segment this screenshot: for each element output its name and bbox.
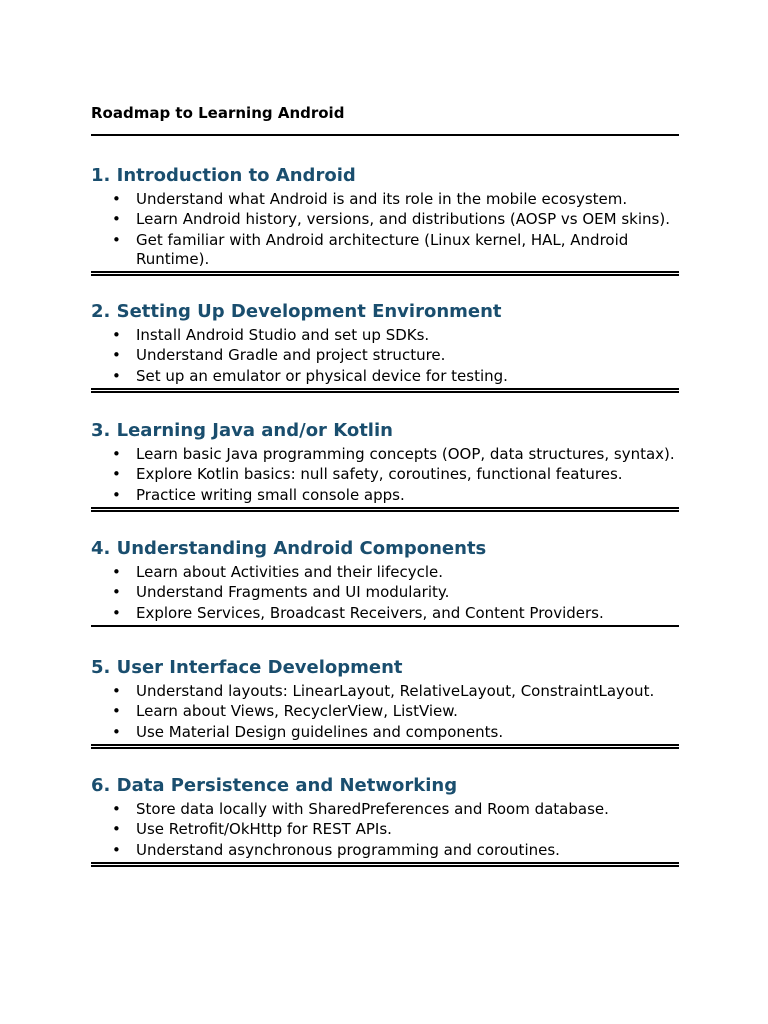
list-item [91, 800, 683, 819]
section-divider [91, 625, 679, 627]
bullet-list [91, 563, 679, 623]
list-item-text: Practice writing small console apps. [136, 485, 405, 504]
title-divider [91, 134, 679, 136]
list-item-text: Use Material Design guidelines and components. [136, 722, 504, 741]
list-item [91, 583, 683, 602]
list-item-text: Understand asynchronous programming and coroutines. [136, 840, 560, 859]
bullet-icon: • [112, 346, 121, 364]
section-ui-development [91, 656, 679, 749]
section-heading: 6. Data Persistence and Networking [91, 775, 458, 796]
section-android-components [91, 537, 679, 627]
bullet-icon: • [112, 562, 121, 581]
section-heading: 1. Introduction to Android [91, 165, 356, 186]
bullet-icon: • [112, 210, 121, 228]
list-item-text: Install Android Studio and set up SDKs. [136, 325, 430, 344]
list-item [91, 723, 683, 742]
list-item-text: Store data locally with SharedPreferences and Room database. [136, 799, 609, 818]
list-item [91, 231, 683, 269]
bullet-list [91, 326, 679, 386]
bullet-icon: • [112, 722, 121, 741]
bullet-list [91, 445, 679, 505]
section-heading: 2. Setting Up Development Environment [91, 301, 502, 322]
list-item-text: Understand layouts: LinearLayout, RelativeLayout, ConstraintLayout. [136, 681, 655, 700]
list-item-text: Explore Kotlin basics: null safety, coroutines, functional features. [136, 465, 623, 483]
bullet-icon: • [112, 325, 121, 344]
bullet-icon: • [112, 840, 121, 859]
list-item-text: Learn about Activities and their lifecycle. [136, 562, 444, 581]
bullet-icon: • [112, 820, 121, 838]
bullet-icon: • [112, 702, 121, 720]
section-heading: 5. User Interface Development [91, 657, 403, 678]
list-item [91, 563, 683, 582]
section-heading: 3. Learning Java and/or Kotlin [91, 420, 393, 441]
section-dev-environment [91, 300, 679, 393]
section-divider [91, 862, 679, 867]
bullet-icon: • [112, 583, 121, 601]
list-item-text: Learn basic Java programming concepts (OOP, data structures, syntax). [136, 444, 675, 463]
section-heading: 4. Understanding Android Components [91, 538, 487, 559]
bullet-icon: • [112, 681, 121, 700]
list-item [91, 367, 683, 386]
section-divider [91, 271, 679, 276]
list-item [91, 682, 683, 701]
list-item [91, 702, 683, 721]
list-item [91, 820, 683, 839]
bullet-icon: • [112, 465, 121, 483]
list-item-text: Use Retrofit/OkHttp for REST APIs. [136, 820, 392, 838]
bullet-icon: • [112, 444, 121, 463]
bullet-icon: • [112, 603, 121, 622]
section-divider [91, 507, 679, 512]
list-item-text: Learn Android history, versions, and distributions (AOSP vs OEM skins). [136, 210, 670, 228]
list-item [91, 604, 683, 623]
bullet-icon: • [112, 485, 121, 504]
list-item-text: Understand Gradle and project structure. [136, 346, 446, 364]
list-item-text: Understand what Android is and its role in the mobile ecosystem. [136, 189, 628, 208]
list-item-text: Understand Fragments and UI modularity. [136, 583, 450, 601]
bullet-icon: • [112, 189, 121, 208]
bullet-list [91, 190, 679, 269]
bullet-list [91, 682, 679, 742]
section-divider [91, 388, 679, 393]
bullet-icon: • [112, 230, 121, 249]
list-item [91, 486, 683, 505]
bullet-icon: • [112, 366, 121, 385]
section-data-networking [91, 774, 679, 867]
bullet-icon: • [112, 799, 121, 818]
list-item [91, 210, 683, 229]
list-item [91, 841, 683, 860]
document-title: Roadmap to Learning Android [91, 104, 345, 122]
list-item [91, 445, 683, 464]
list-item [91, 326, 683, 345]
list-item-text: Explore Services, Broadcast Receivers, and Content Providers. [136, 603, 604, 622]
list-item-text: Get familiar with Android architecture (Linux kernel, HAL, Android Runtime). [136, 230, 629, 268]
section-divider [91, 744, 679, 749]
list-item-text: Set up an emulator or physical device for testing. [136, 366, 508, 385]
section-introduction [91, 164, 679, 276]
list-item-text: Learn about Views, RecyclerView, ListView. [136, 702, 458, 720]
bullet-list [91, 800, 679, 860]
section-java-kotlin [91, 419, 679, 512]
list-item [91, 465, 683, 484]
list-item [91, 346, 683, 365]
list-item [91, 190, 683, 209]
